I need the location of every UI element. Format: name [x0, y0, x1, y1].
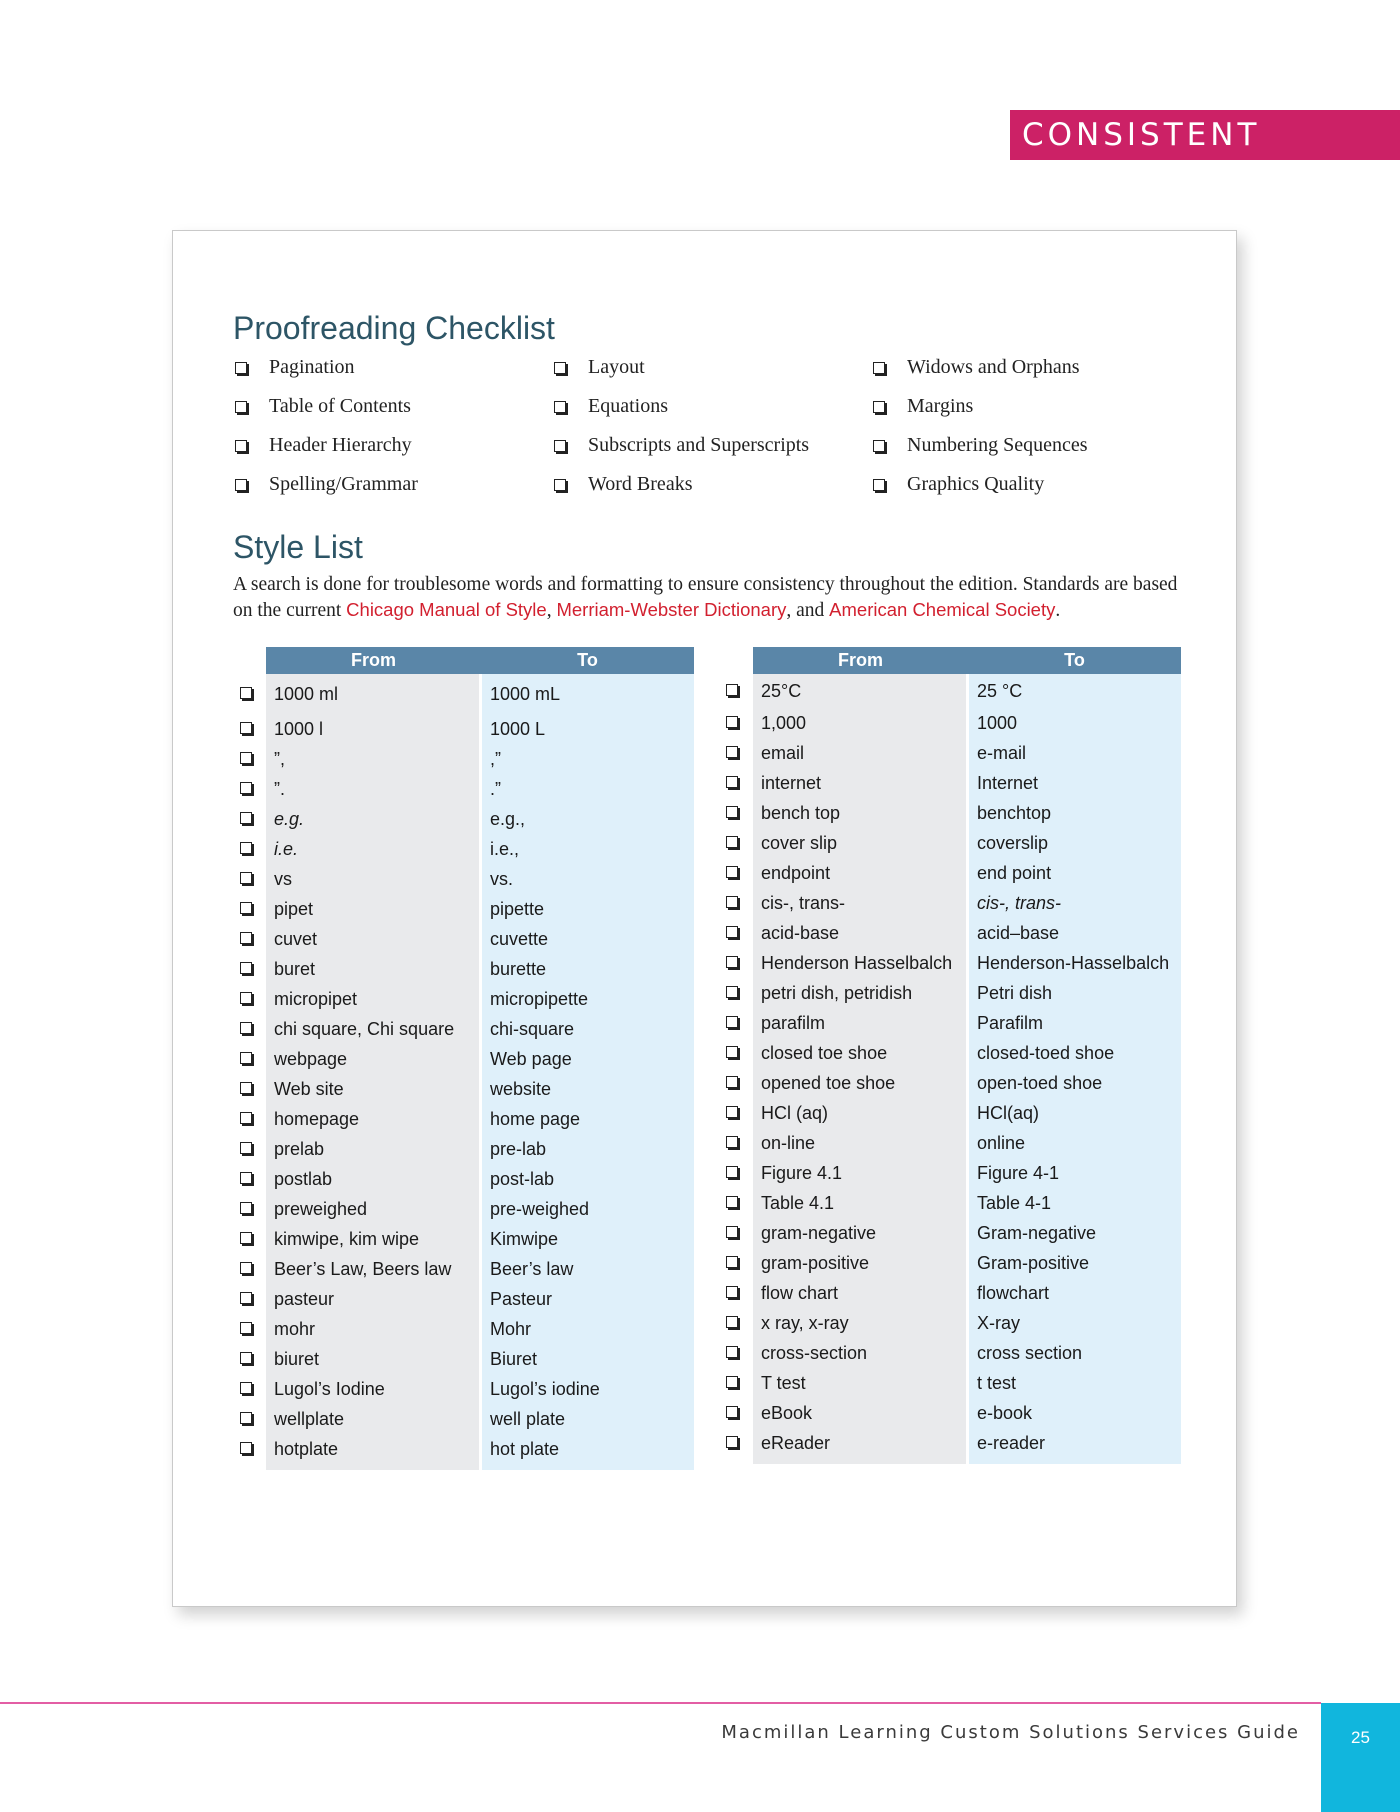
checkbox-icon[interactable] — [240, 1142, 252, 1154]
table-header — [753, 647, 1181, 674]
table-header — [266, 647, 694, 674]
table-row — [718, 1158, 1181, 1188]
checkbox-icon[interactable] — [240, 1082, 252, 1094]
checkbox-icon[interactable] — [726, 1256, 738, 1268]
table-row — [718, 1338, 1181, 1368]
checkbox-icon[interactable] — [240, 1322, 252, 1334]
style-table-right — [718, 647, 1181, 1464]
checkbox-icon[interactable] — [726, 1226, 738, 1238]
cell-to: burette — [490, 958, 547, 979]
cell-from: Lugol’s Iodine — [274, 1378, 385, 1399]
table-row — [232, 834, 694, 864]
reference-acs: American Chemical Society — [829, 599, 1056, 620]
checklist-item-label: Equations — [588, 395, 668, 417]
checkbox-icon[interactable] — [240, 1352, 252, 1364]
checklist-item — [554, 391, 874, 430]
checkbox-icon[interactable] — [726, 1016, 738, 1028]
cell-to: e-book — [977, 1402, 1033, 1423]
cell-from: cover slip — [761, 832, 838, 853]
cell-to: end point — [977, 862, 1052, 883]
checkbox-icon[interactable] — [726, 746, 738, 758]
checklist-item — [235, 430, 555, 469]
checkbox-icon[interactable] — [873, 362, 885, 374]
cell-to: Internet — [977, 772, 1039, 793]
table-row — [232, 1374, 694, 1404]
checkbox-icon[interactable] — [726, 1316, 738, 1328]
cell-to: micropipette — [490, 988, 589, 1009]
cell-to: Parafilm — [977, 1012, 1044, 1033]
checkbox-icon[interactable] — [873, 401, 885, 413]
checkbox-icon[interactable] — [726, 1106, 738, 1118]
cell-from: internet — [761, 772, 822, 793]
cell-from: bench top — [761, 802, 841, 823]
cell-to: Pasteur — [490, 1288, 553, 1309]
checkbox-icon[interactable] — [240, 842, 252, 854]
intro-separator: , and — [786, 600, 830, 621]
checklist-item-label: Margins — [907, 395, 974, 417]
cell-to: Petri dish — [977, 982, 1053, 1003]
checkbox-icon[interactable] — [235, 362, 247, 374]
cell-to: hot plate — [490, 1438, 560, 1459]
checkbox-icon[interactable] — [726, 986, 738, 998]
checkbox-icon[interactable] — [240, 1292, 252, 1304]
table-row — [718, 888, 1181, 918]
cell-to: Gram-positive — [977, 1252, 1090, 1273]
checkbox-icon[interactable] — [726, 716, 738, 728]
checkbox-icon[interactable] — [240, 722, 252, 734]
cell-to: i.e., — [490, 838, 520, 859]
cell-to: chi-square — [490, 1018, 575, 1039]
table-row — [232, 744, 694, 774]
cell-from: buret — [274, 958, 316, 979]
checklist-item-label: Graphics Quality — [907, 473, 1045, 495]
cell-to: Biuret — [490, 1348, 538, 1369]
table-row — [718, 1278, 1181, 1308]
checkbox-icon[interactable] — [726, 1436, 738, 1448]
cell-to: acid–base — [977, 922, 1060, 943]
cell-to: closed-toed shoe — [977, 1042, 1115, 1063]
header-from: From — [351, 650, 396, 670]
table-row — [232, 714, 694, 744]
table-row — [232, 1284, 694, 1314]
cell-from: petri dish, petridish — [761, 982, 913, 1003]
checkbox-icon[interactable] — [240, 1412, 252, 1424]
section-banner: CONSISTENT — [1010, 110, 1400, 160]
checklist-title: Proofreading Checklist — [233, 310, 555, 346]
table-row — [718, 828, 1181, 858]
table-row — [232, 674, 694, 714]
checkbox-icon[interactable] — [240, 1382, 252, 1394]
checklist-item-label: Header Hierarchy — [269, 434, 412, 456]
checkbox-icon[interactable] — [240, 1112, 252, 1124]
cell-from: homepage — [274, 1108, 360, 1129]
checklist-item — [554, 430, 874, 469]
intro-separator: , — [546, 600, 557, 621]
cell-from: Henderson Hasselbalch — [761, 952, 953, 973]
cell-from: vs — [274, 868, 292, 889]
checkbox-icon[interactable] — [726, 1076, 738, 1088]
cell-from: cis-, trans- — [761, 892, 846, 913]
cell-to: pre-lab — [490, 1138, 547, 1159]
checklist-item-label: Layout — [588, 356, 645, 378]
checkbox-icon[interactable] — [240, 687, 252, 699]
table-row — [232, 1314, 694, 1344]
cell-to: X-ray — [977, 1312, 1021, 1333]
intro-end: . — [1055, 600, 1061, 621]
cell-from: eBook — [761, 1402, 813, 1423]
cell-from: e.g. — [274, 808, 305, 829]
cell-to: 1000 L — [490, 718, 546, 739]
checklist-item — [235, 352, 555, 391]
cell-from: closed toe shoe — [761, 1042, 888, 1063]
table-row — [232, 774, 694, 804]
cell-from: HCl (aq) — [761, 1102, 829, 1123]
cell-to: .” — [490, 778, 501, 799]
cell-to: cis-, trans- — [977, 892, 1062, 913]
cell-to: cross section — [977, 1342, 1083, 1363]
table-row — [232, 1074, 694, 1104]
checkbox-icon[interactable] — [726, 956, 738, 968]
cell-to: e.g., — [490, 808, 526, 829]
table-row — [718, 1188, 1181, 1218]
table-row — [718, 1008, 1181, 1038]
checkbox-icon[interactable] — [726, 896, 738, 908]
cell-from: endpoint — [761, 862, 831, 883]
checklist-item — [235, 391, 555, 430]
cell-from: biuret — [274, 1348, 320, 1369]
table-row — [232, 1164, 694, 1194]
checkbox-icon[interactable] — [726, 1046, 738, 1058]
cell-from: cross-section — [761, 1342, 868, 1363]
cell-from: x ray, x-ray — [761, 1312, 849, 1333]
checklist-column-1 — [235, 352, 555, 508]
cell-from: 1000 ml — [274, 683, 339, 704]
checkbox-icon[interactable] — [240, 962, 252, 974]
checklist-item-label: Widows and Orphans — [907, 356, 1080, 378]
page-number: 25 — [1321, 1703, 1400, 1812]
checkbox-icon[interactable] — [554, 362, 566, 374]
header-to: To — [577, 650, 598, 670]
table-row — [232, 804, 694, 834]
cell-to: Web page — [490, 1048, 572, 1069]
cell-to: flowchart — [977, 1282, 1050, 1303]
checklist-item-label: Pagination — [269, 356, 355, 378]
checkbox-icon[interactable] — [235, 479, 247, 491]
checkbox-icon[interactable] — [240, 1052, 252, 1064]
table-row — [718, 1368, 1181, 1398]
style-list-title: Style List — [233, 529, 363, 565]
table-row — [718, 1428, 1181, 1458]
cell-from: ”, — [274, 748, 285, 769]
checkbox-icon[interactable] — [240, 1232, 252, 1244]
table-row — [718, 708, 1181, 738]
header-to: To — [1064, 650, 1085, 670]
cell-to: home page — [490, 1108, 581, 1129]
cell-to: website — [490, 1078, 552, 1099]
checkbox-icon[interactable] — [726, 1166, 738, 1178]
table-row — [232, 1404, 694, 1434]
checkbox-icon[interactable] — [554, 401, 566, 413]
table-row — [232, 1194, 694, 1224]
checkbox-icon[interactable] — [240, 1262, 252, 1274]
cell-from: acid-base — [761, 922, 840, 943]
cell-to: Mohr — [490, 1318, 532, 1339]
cell-from: pasteur — [274, 1288, 335, 1309]
checkbox-icon[interactable] — [240, 752, 252, 764]
cell-to: 1000 mL — [490, 683, 561, 704]
cell-to: vs. — [490, 868, 514, 889]
table-row — [232, 924, 694, 954]
cell-to: Henderson-Hasselbalch — [977, 952, 1170, 973]
checkbox-icon[interactable] — [240, 1022, 252, 1034]
style-table-left — [232, 647, 694, 1470]
cell-from: gram-positive — [761, 1252, 870, 1273]
checklist-item-label: Spelling/Grammar — [269, 473, 418, 495]
checkbox-icon[interactable] — [554, 479, 566, 491]
checklist-item — [554, 352, 874, 391]
checkbox-icon[interactable] — [726, 806, 738, 818]
table-row — [718, 1248, 1181, 1278]
header-from: From — [838, 650, 883, 670]
checkbox-icon[interactable] — [873, 440, 885, 452]
checkbox-icon[interactable] — [726, 1376, 738, 1388]
table-row — [718, 1308, 1181, 1338]
table-row — [232, 1434, 694, 1464]
table-row — [718, 978, 1181, 1008]
checklist-item-label: Word Breaks — [588, 473, 693, 495]
checklist-column-2 — [554, 352, 874, 508]
cell-to: post-lab — [490, 1168, 555, 1189]
checklist-item — [873, 391, 1193, 430]
checkbox-icon[interactable] — [240, 1442, 252, 1454]
checkbox-icon[interactable] — [726, 926, 738, 938]
cell-from: opened toe shoe — [761, 1072, 896, 1093]
cell-from: gram-negative — [761, 1222, 877, 1243]
cell-from: T test — [761, 1372, 806, 1393]
cell-to: 1000 — [977, 712, 1018, 733]
cell-from: 1,000 — [761, 712, 807, 733]
checkbox-icon[interactable] — [240, 782, 252, 794]
table-row — [718, 738, 1181, 768]
table-row — [718, 768, 1181, 798]
table-row — [232, 1104, 694, 1134]
checklist-item-label: Table of Contents — [269, 395, 411, 417]
cell-from: pipet — [274, 898, 314, 919]
checkbox-icon[interactable] — [726, 1346, 738, 1358]
table-row — [232, 894, 694, 924]
cell-from: wellplate — [274, 1408, 345, 1429]
cell-to: e-mail — [977, 742, 1027, 763]
checklist-item — [873, 352, 1193, 391]
cell-to: open-toed shoe — [977, 1072, 1103, 1093]
checkbox-icon[interactable] — [554, 440, 566, 452]
table-row — [232, 1254, 694, 1284]
cell-to: HCl(aq) — [977, 1102, 1040, 1123]
cell-to: coverslip — [977, 832, 1049, 853]
checklist-item — [235, 469, 555, 508]
cell-from: Figure 4.1 — [761, 1162, 843, 1183]
cell-from: postlab — [274, 1168, 333, 1189]
cell-from: parafilm — [761, 1012, 826, 1033]
checkbox-icon[interactable] — [726, 836, 738, 848]
checklist-item-label: Numbering Sequences — [907, 434, 1088, 456]
cell-to: Lugol’s iodine — [490, 1378, 600, 1399]
table-row — [232, 1224, 694, 1254]
checkbox-icon[interactable] — [726, 866, 738, 878]
cell-from: Beer’s Law, Beers law — [274, 1258, 452, 1279]
intro-text: A search is done for troublesome words and formatting to ensure consistency throughout the edition. Standards are based on the current — [233, 574, 1178, 621]
cell-from: i.e. — [274, 838, 299, 859]
checkbox-icon[interactable] — [726, 1136, 738, 1148]
cell-from: email — [761, 742, 805, 763]
cell-to: Figure 4-1 — [977, 1162, 1060, 1183]
cell-from: webpage — [274, 1048, 348, 1069]
cell-from: chi square, Chi square — [274, 1018, 455, 1039]
cell-from: preweighed — [274, 1198, 368, 1219]
table-row — [718, 1068, 1181, 1098]
style-list-intro — [233, 572, 1193, 623]
cell-to: 25 °C — [977, 680, 1023, 701]
cell-to: online — [977, 1132, 1026, 1153]
table-row — [718, 858, 1181, 888]
footer-rule — [0, 1702, 1321, 1704]
footer-title: Macmillan Learning Custom Solutions Services Guide — [721, 1722, 1300, 1743]
table-row — [718, 1038, 1181, 1068]
table-row — [718, 948, 1181, 978]
cell-from: mohr — [274, 1318, 316, 1339]
checkbox-icon[interactable] — [726, 1286, 738, 1298]
cell-to: Beer’s law — [490, 1258, 574, 1279]
cell-from: on-line — [761, 1132, 816, 1153]
checkbox-icon[interactable] — [240, 1202, 252, 1214]
table-row — [718, 1398, 1181, 1428]
checkbox-icon[interactable] — [726, 1196, 738, 1208]
cell-to: ,” — [490, 748, 501, 769]
table-row — [232, 1014, 694, 1044]
cell-to: Gram-negative — [977, 1222, 1097, 1243]
table-row — [232, 954, 694, 984]
cell-to: pre-weighed — [490, 1198, 590, 1219]
cell-from: cuvet — [274, 928, 318, 949]
table-row — [718, 798, 1181, 828]
table-row — [232, 864, 694, 894]
table-row — [718, 1128, 1181, 1158]
table-row — [232, 1044, 694, 1074]
cell-to: Kimwipe — [490, 1228, 559, 1249]
reference-merriam-webster: Merriam-Webster Dictionary — [556, 599, 787, 620]
checkbox-icon[interactable] — [726, 1406, 738, 1418]
cell-to: benchtop — [977, 802, 1052, 823]
table-body — [718, 674, 1181, 1464]
checkbox-icon[interactable] — [240, 902, 252, 914]
reference-chicago: Chicago Manual of Style — [346, 599, 547, 620]
cell-to: Table 4-1 — [977, 1192, 1052, 1213]
checkbox-icon[interactable] — [240, 1172, 252, 1184]
table-row — [718, 918, 1181, 948]
table-row — [718, 1098, 1181, 1128]
checkbox-icon[interactable] — [240, 812, 252, 824]
cell-from: hotplate — [274, 1438, 339, 1459]
cell-from: flow chart — [761, 1282, 839, 1303]
cell-from: Table 4.1 — [761, 1192, 835, 1213]
checklist-item — [554, 469, 874, 508]
checkbox-icon[interactable] — [235, 440, 247, 452]
table-row — [232, 984, 694, 1014]
cell-to: pipette — [490, 898, 545, 919]
cell-from: Web site — [274, 1078, 344, 1099]
cell-to: well plate — [490, 1408, 566, 1429]
checklist-item — [873, 430, 1193, 469]
table-row — [232, 1344, 694, 1374]
cell-from: kimwipe, kim wipe — [274, 1228, 420, 1249]
table-body — [232, 674, 694, 1470]
cell-from: prelab — [274, 1138, 325, 1159]
checklist-item — [873, 469, 1193, 508]
checkbox-icon[interactable] — [726, 776, 738, 788]
cell-from: eReader — [761, 1432, 831, 1453]
checkbox-icon[interactable] — [240, 872, 252, 884]
checkbox-icon[interactable] — [235, 401, 247, 413]
checkbox-icon[interactable] — [873, 479, 885, 491]
checkbox-icon[interactable] — [240, 992, 252, 1004]
cell-to: e-reader — [977, 1432, 1046, 1453]
cell-from: 25°C — [761, 680, 802, 701]
cell-to: cuvette — [490, 928, 549, 949]
checklist-item-label: Subscripts and Superscripts — [588, 434, 810, 456]
checklist-column-3 — [873, 352, 1193, 508]
cell-to: t test — [977, 1372, 1017, 1393]
cell-from: 1000 l — [274, 718, 324, 739]
table-row — [718, 674, 1181, 708]
table-row — [718, 1218, 1181, 1248]
table-row — [232, 1134, 694, 1164]
cell-from: micropipet — [274, 988, 358, 1009]
cell-from: ”. — [274, 778, 285, 799]
checkbox-icon[interactable] — [240, 932, 252, 944]
checkbox-icon[interactable] — [726, 684, 738, 696]
